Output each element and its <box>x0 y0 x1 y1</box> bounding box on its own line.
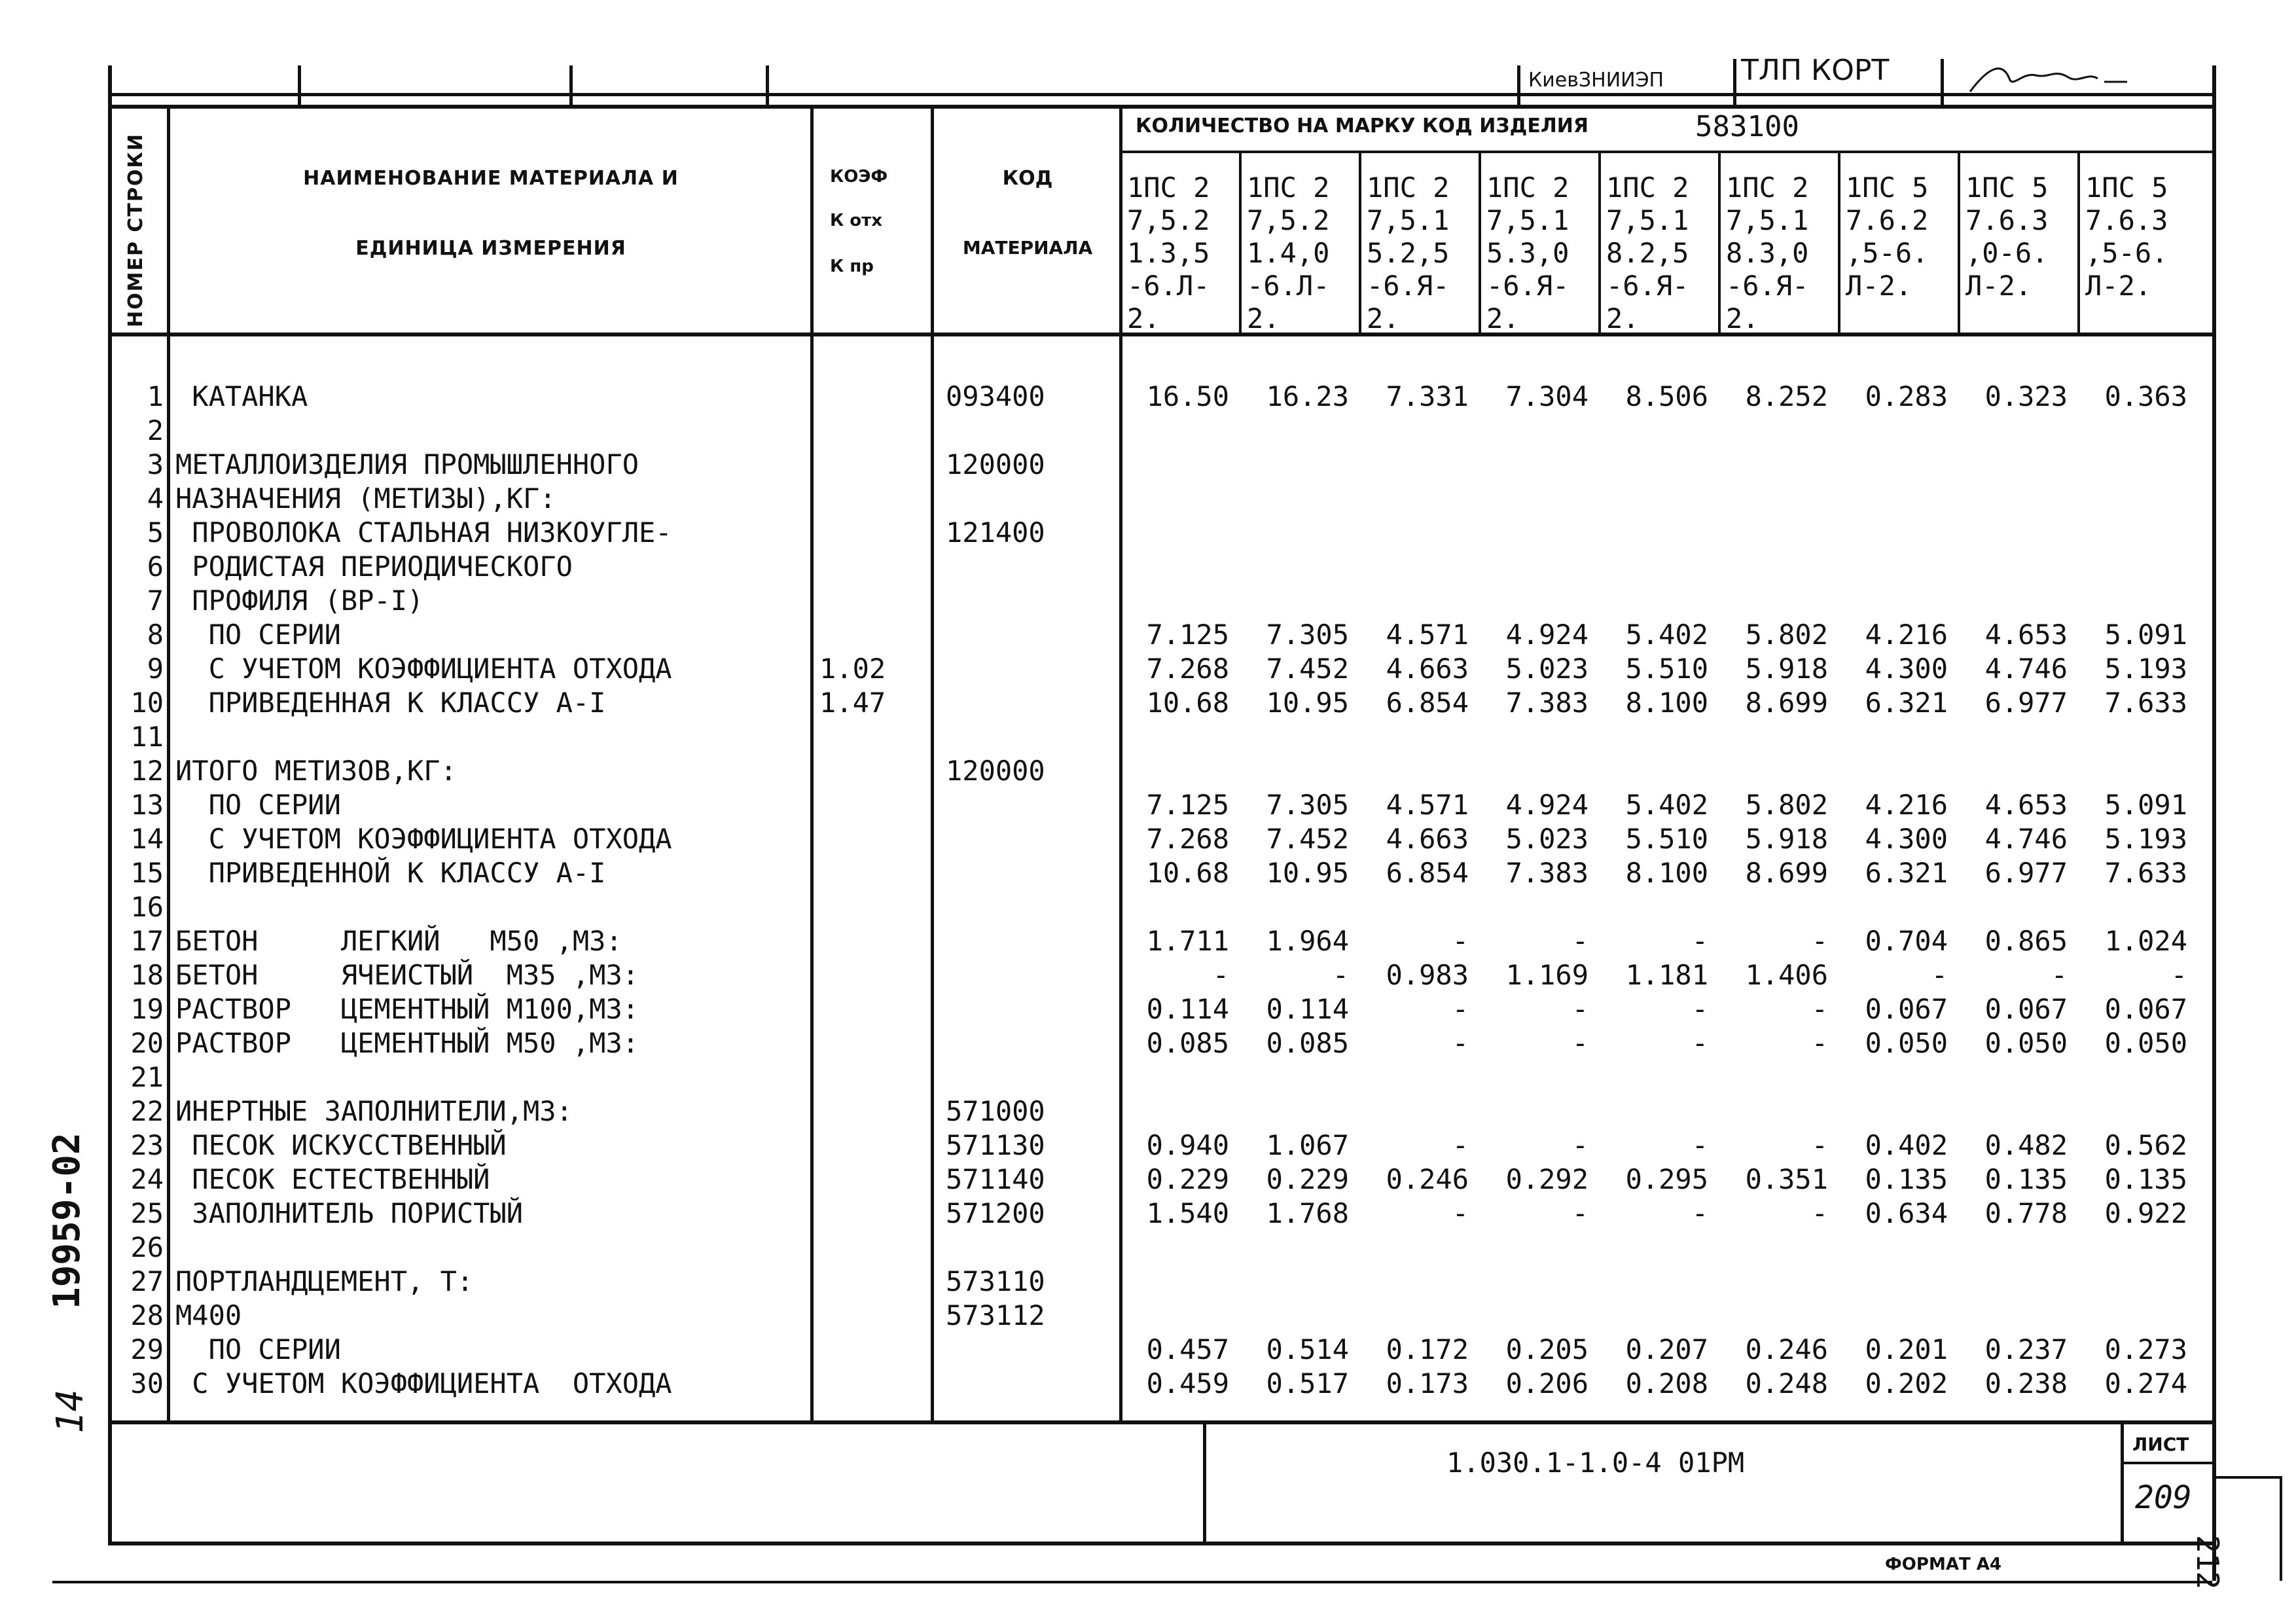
material-code: 121400 <box>946 516 1045 549</box>
quantity-value: - <box>1571 1129 1588 1161</box>
quantity-value: 1.181 <box>1625 959 1708 991</box>
table-row <box>0 924 2296 958</box>
quantity-value: 0.292 <box>1505 1163 1588 1195</box>
material-name: БЕТОН ЛЕГКИЙ М50 ,М3: <box>175 925 622 957</box>
table-row <box>0 1231 2296 1265</box>
quantity-value: 7.452 <box>1266 653 1349 685</box>
material-name: С УЧЕТОМ КОЭФФИЦИЕНТА ОТХОДА <box>175 653 672 685</box>
table-row <box>0 584 2296 618</box>
quantity-value: 7.125 <box>1146 619 1229 651</box>
quantity-value: 5.802 <box>1745 789 1828 821</box>
material-name-header-line2: ЕДИНИЦА ИЗМЕРЕНИЯ <box>355 237 626 260</box>
quantity-value: 7.383 <box>1505 687 1588 719</box>
quantity-value: 0.135 <box>1865 1163 1948 1195</box>
signature <box>1964 59 2140 98</box>
quantity-value: 4.653 <box>1984 619 2068 651</box>
archive-suffix: 14 <box>49 1389 92 1434</box>
material-table-body <box>0 380 2296 1414</box>
table-row <box>0 958 2296 992</box>
table-row <box>0 1128 2296 1163</box>
material-code: 573110 <box>946 1265 1045 1297</box>
quantity-value: - <box>1571 1197 1588 1229</box>
material-name: КАТАНКА <box>175 380 308 412</box>
table-row <box>0 618 2296 652</box>
row-number: 12 <box>130 755 164 787</box>
row-number: 15 <box>130 857 164 889</box>
quantity-value: 0.135 <box>1984 1163 2068 1195</box>
quantity-value: 7.125 <box>1146 789 1229 821</box>
organization-name: КиевЗНИИЭП <box>1528 69 1664 92</box>
quantity-value: 6.854 <box>1386 687 1469 719</box>
row-number: 21 <box>130 1061 164 1093</box>
mark-header: 1ПС 2 7,5.2 1.4,0 -6.Л- 2. <box>1247 171 1330 334</box>
quantity-value: - <box>1452 1027 1469 1059</box>
quantity-value: 0.067 <box>1865 993 1948 1025</box>
material-code: 571000 <box>946 1095 1045 1127</box>
quantity-value: - <box>1691 925 1708 957</box>
table-row <box>0 1094 2296 1128</box>
material-name: С УЧЕТОМ КОЭФФИЦИЕНТА ОТХОДА <box>175 823 672 855</box>
quantity-value: - <box>1571 1027 1588 1059</box>
quantity-value: 5.802 <box>1745 619 1828 651</box>
quantity-value: - <box>1811 925 1828 957</box>
quantity-value: - <box>1931 959 1948 991</box>
coef-header-line3: К пр <box>830 257 874 276</box>
table-row <box>0 380 2296 414</box>
document-code: 1.030.1-1.0-4 01РМ <box>1446 1447 1745 1479</box>
quantity-value: 0.135 <box>2104 1163 2187 1195</box>
material-name: МЕТАЛЛОИЗДЕЛИЯ ПРОМЫШЛЕННОГО <box>175 448 639 480</box>
coefficient: 1.02 <box>819 653 886 685</box>
row-number: 4 <box>147 482 164 514</box>
quantity-value: 7.452 <box>1266 823 1349 855</box>
quantity-value: 5.193 <box>2104 823 2187 855</box>
quantity-value: 4.663 <box>1386 653 1469 685</box>
quantity-value: 8.699 <box>1745 857 1828 889</box>
row-number: 17 <box>130 925 164 957</box>
table-row <box>0 516 2296 550</box>
material-code: 571140 <box>946 1163 1045 1195</box>
material-name: ПРИВЕДЕННОЙ К КЛАССУ А-I <box>175 857 606 889</box>
table-row <box>0 550 2296 584</box>
table-row <box>0 448 2296 482</box>
table-row <box>0 1060 2296 1094</box>
quantity-value: 0.237 <box>1984 1333 2068 1365</box>
quantity-value: 6.321 <box>1865 687 1948 719</box>
quantity-value: 5.510 <box>1625 823 1708 855</box>
table-row <box>0 856 2296 890</box>
quantity-value: 10.95 <box>1266 687 1349 719</box>
quantity-value: 4.746 <box>1984 823 2068 855</box>
quantity-value: - <box>1691 1197 1708 1229</box>
quantity-value: 0.922 <box>2104 1197 2187 1229</box>
quantity-value: 4.746 <box>1984 653 2068 685</box>
row-number: 14 <box>130 823 164 855</box>
quantity-value: - <box>1452 1197 1469 1229</box>
quantity-value: 4.924 <box>1505 789 1588 821</box>
material-name: ЗАПОЛНИТЕЛЬ ПОРИСТЫЙ <box>175 1197 524 1229</box>
table-row <box>0 1367 2296 1401</box>
quantity-value: 0.562 <box>2104 1129 2187 1161</box>
quantity-value: - <box>1691 1027 1708 1059</box>
material-code: 571130 <box>946 1129 1045 1161</box>
page-number: 212 <box>2190 1535 2225 1590</box>
quantity-value: 0.207 <box>1625 1333 1708 1365</box>
table-row <box>0 482 2296 516</box>
mark-header: 1ПС 2 7,5.1 5.3,0 -6.Я- 2. <box>1486 171 1570 334</box>
row-number: 22 <box>130 1095 164 1127</box>
row-number: 16 <box>130 891 164 923</box>
quantity-value: 0.634 <box>1865 1197 1948 1229</box>
coefficient: 1.47 <box>819 687 886 719</box>
quantity-value: 0.323 <box>1984 380 2068 412</box>
quantity-value: 1.768 <box>1266 1197 1349 1229</box>
table-row <box>0 890 2296 924</box>
quantity-value: 0.202 <box>1865 1367 1948 1399</box>
material-name: ПРОВОЛОКА СТАЛЬНАЯ НИЗКОУГЛЕ- <box>175 516 672 549</box>
material-code: 093400 <box>946 380 1045 412</box>
code-header-line2: МАТЕРИАЛА <box>962 237 1093 259</box>
quantity-value: 0.114 <box>1266 993 1349 1025</box>
quantity-value: 0.248 <box>1745 1367 1828 1399</box>
quantity-value: 5.091 <box>2104 789 2187 821</box>
quantity-value: 0.274 <box>2104 1367 2187 1399</box>
row-number: 3 <box>147 448 164 480</box>
quantity-value: 1.540 <box>1146 1197 1229 1229</box>
quantity-value: - <box>1452 1129 1469 1161</box>
material-code: 120000 <box>946 755 1045 787</box>
code-header-line1: КОД <box>1002 167 1053 190</box>
quantity-value: 8.252 <box>1745 380 1828 412</box>
material-name: РАСТВОР ЦЕМЕНТНЫЙ М50 ,М3: <box>175 1027 639 1059</box>
quantity-value: 7.305 <box>1266 789 1349 821</box>
material-name: ПЕСОК ЕСТЕСТВЕННЫЙ <box>175 1163 490 1195</box>
quantity-value: 4.653 <box>1984 789 2068 821</box>
row-number-header: НОМЕР СТРОКИ <box>124 133 147 327</box>
table-row <box>0 1197 2296 1231</box>
quantity-value: 0.114 <box>1146 993 1229 1025</box>
quantity-value: 5.023 <box>1505 653 1588 685</box>
material-name: БЕТОН ЯЧЕИСТЫЙ М35 ,М3: <box>175 959 639 991</box>
quantity-value: 0.517 <box>1266 1367 1349 1399</box>
quantity-value: - <box>1452 993 1469 1025</box>
quantity-value: 7.268 <box>1146 653 1229 685</box>
quantity-value: - <box>1332 959 1349 991</box>
quantity-value: 6.977 <box>1984 687 2068 719</box>
table-row <box>0 652 2296 686</box>
row-number: 8 <box>147 619 164 651</box>
quantity-value: 7.305 <box>1266 619 1349 651</box>
quantity-value: 4.571 <box>1386 789 1469 821</box>
product-code: 583100 <box>1695 110 1799 143</box>
quantity-value: 5.023 <box>1505 823 1588 855</box>
mark-header: 1ПС 2 7,5.1 8.3,0 -6.Я- 2. <box>1726 171 1809 334</box>
quantity-value: 7.304 <box>1505 380 1588 412</box>
quantity-value: 0.940 <box>1146 1129 1229 1161</box>
quantity-value: 0.865 <box>1984 925 2068 957</box>
quantity-value: 10.95 <box>1266 857 1349 889</box>
quantity-value: 5.918 <box>1745 653 1828 685</box>
quantity-value: 7.383 <box>1505 857 1588 889</box>
quantity-value: - <box>1452 925 1469 957</box>
quantity-value: 4.300 <box>1865 653 1948 685</box>
quantity-value: 0.067 <box>2104 993 2187 1025</box>
table-row <box>0 720 2296 754</box>
sheet-number: 209 <box>2135 1479 2192 1516</box>
quantity-value: 0.050 <box>2104 1027 2187 1059</box>
row-number: 7 <box>147 585 164 617</box>
coef-header-line1: КОЭФ <box>830 167 888 187</box>
mark-header: 1ПС 2 7,5.2 1.3,5 -6.Л- 2. <box>1127 171 1210 334</box>
material-name: ИНЕРТНЫЕ ЗАПОЛНИТЕЛИ,М3: <box>175 1095 573 1127</box>
quantity-value: 5.091 <box>2104 619 2187 651</box>
quantity-value: 5.402 <box>1625 619 1708 651</box>
quantity-value: 0.206 <box>1505 1367 1588 1399</box>
row-number: 30 <box>130 1367 164 1399</box>
quantity-value: 0.205 <box>1505 1333 1588 1365</box>
quantity-value: 8.100 <box>1625 857 1708 889</box>
table-row <box>0 414 2296 448</box>
row-number: 2 <box>147 414 164 446</box>
quantity-value: 5.918 <box>1745 823 1828 855</box>
mark-header: 1ПС 5 7.6.3 ,5-6. Л-2. <box>2085 171 2168 302</box>
quantity-value: 0.295 <box>1625 1163 1708 1195</box>
quantity-value: 5.510 <box>1625 653 1708 685</box>
material-name: С УЧЕТОМ КОЭФФИЦИЕНТА ОТХОДА <box>175 1367 672 1399</box>
quantity-value: 1.406 <box>1745 959 1828 991</box>
quantity-value: 0.246 <box>1386 1163 1469 1195</box>
quantity-value: 0.482 <box>1984 1129 2068 1161</box>
material-name: ПО СЕРИИ <box>175 619 341 651</box>
material-name: ИТОГО МЕТИЗОВ,КГ: <box>175 755 457 787</box>
quantity-value: 0.351 <box>1745 1163 1828 1195</box>
quantity-value: 5.193 <box>2104 653 2187 685</box>
quantity-value: 0.229 <box>1266 1163 1349 1195</box>
quantity-value: 6.977 <box>1984 857 2068 889</box>
quantity-header: КОЛИЧЕСТВО НА МАРКУ КОД ИЗДЕЛИЯ <box>1136 115 1588 137</box>
quantity-value: 1.964 <box>1266 925 1349 957</box>
quantity-value: - <box>2051 959 2068 991</box>
quantity-value: 10.68 <box>1146 687 1229 719</box>
row-number: 1 <box>147 380 164 412</box>
quantity-value: 0.273 <box>2104 1333 2187 1365</box>
quantity-value: 0.050 <box>1865 1027 1948 1059</box>
quantity-value: 8.699 <box>1745 687 1828 719</box>
quantity-value: 6.321 <box>1865 857 1948 889</box>
row-number: 27 <box>130 1265 164 1297</box>
row-number: 18 <box>130 959 164 991</box>
project-stamp: ТЛП КОРТ <box>1741 54 1890 87</box>
quantity-value: 0.172 <box>1386 1333 1469 1365</box>
quantity-value: 7.633 <box>2104 687 2187 719</box>
table-row <box>0 1265 2296 1299</box>
quantity-value: - <box>1811 993 1828 1025</box>
quantity-value: - <box>1811 1027 1828 1059</box>
quantity-value: 4.663 <box>1386 823 1469 855</box>
quantity-value: 16.50 <box>1146 380 1229 412</box>
material-name: ПРОФИЛЯ (ВР-I) <box>175 585 424 617</box>
row-number: 28 <box>130 1299 164 1331</box>
quantity-value: 1.024 <box>2104 925 2187 957</box>
row-number: 20 <box>130 1027 164 1059</box>
quantity-value: - <box>1691 1129 1708 1161</box>
material-name: РАСТВОР ЦЕМЕНТНЫЙ М100,М3: <box>175 993 639 1025</box>
row-number: 26 <box>130 1231 164 1263</box>
quantity-value: 7.268 <box>1146 823 1229 855</box>
quantity-value: 0.085 <box>1266 1027 1349 1059</box>
table-row <box>0 1026 2296 1060</box>
table-row <box>0 1163 2296 1197</box>
material-name: ПРИВЕДЕННАЯ К КЛАССУ А-I <box>175 687 606 719</box>
material-code: 120000 <box>946 448 1045 480</box>
quantity-value: 0.201 <box>1865 1333 1948 1365</box>
quantity-value: 8.100 <box>1625 687 1708 719</box>
quantity-value: 1.067 <box>1266 1129 1349 1161</box>
mark-header: 1ПС 5 7.6.3 ,0-6. Л-2. <box>1965 171 2049 302</box>
material-code: 571200 <box>946 1197 1045 1229</box>
quantity-value: 0.704 <box>1865 925 1948 957</box>
material-name-header-line1: НАИМЕНОВАНИЕ МАТЕРИАЛА И <box>303 167 679 190</box>
quantity-value: 0.246 <box>1745 1333 1828 1365</box>
quantity-value: 0.050 <box>1984 1027 2068 1059</box>
row-number: 23 <box>130 1129 164 1161</box>
quantity-value: 6.854 <box>1386 857 1469 889</box>
quantity-value: 1.169 <box>1505 959 1588 991</box>
material-name: М400 <box>175 1299 242 1331</box>
quantity-value: - <box>1212 959 1229 991</box>
row-number: 10 <box>130 687 164 719</box>
quantity-value: 0.363 <box>2104 380 2187 412</box>
table-row <box>0 1333 2296 1367</box>
material-name: ПО СЕРИИ <box>175 789 341 821</box>
quantity-value: - <box>1691 993 1708 1025</box>
quantity-value: 0.067 <box>1984 993 2068 1025</box>
table-row <box>0 992 2296 1026</box>
quantity-value: 0.402 <box>1865 1129 1948 1161</box>
quantity-value: 0.514 <box>1266 1333 1349 1365</box>
quantity-value: - <box>1811 1129 1828 1161</box>
quantity-value: 8.506 <box>1625 380 1708 412</box>
material-code: 573112 <box>946 1299 1045 1331</box>
quantity-value: 4.300 <box>1865 823 1948 855</box>
quantity-value: 7.633 <box>2104 857 2187 889</box>
quantity-value: 0.238 <box>1984 1367 2068 1399</box>
quantity-value: 4.924 <box>1505 619 1588 651</box>
quantity-value: 4.571 <box>1386 619 1469 651</box>
quantity-value: 5.402 <box>1625 789 1708 821</box>
quantity-value: 16.23 <box>1266 380 1349 412</box>
quantity-value: 0.173 <box>1386 1367 1469 1399</box>
archive-number: 19959-02 <box>46 1132 88 1309</box>
quantity-value: 4.216 <box>1865 619 1948 651</box>
table-row <box>0 686 2296 720</box>
quantity-value: - <box>1571 993 1588 1025</box>
quantity-value: 0.229 <box>1146 1163 1229 1195</box>
quantity-value: 0.283 <box>1865 380 1948 412</box>
quantity-value: - <box>1571 925 1588 957</box>
quantity-value: 4.216 <box>1865 789 1948 821</box>
table-row <box>0 754 2296 788</box>
coef-header-line2: К отх <box>830 211 883 230</box>
quantity-value: - <box>2170 959 2187 991</box>
row-number: 5 <box>147 516 164 549</box>
row-number: 19 <box>130 993 164 1025</box>
sheet-label: ЛИСТ <box>2132 1434 2189 1455</box>
quantity-value: 0.085 <box>1146 1027 1229 1059</box>
quantity-value: 10.68 <box>1146 857 1229 889</box>
material-name: ПО СЕРИИ <box>175 1333 341 1365</box>
table-row <box>0 1299 2296 1333</box>
row-number: 9 <box>147 653 164 685</box>
row-number: 25 <box>130 1197 164 1229</box>
quantity-value: 0.459 <box>1146 1367 1229 1399</box>
quantity-value: 0.778 <box>1984 1197 2068 1229</box>
material-name: РОДИСТАЯ ПЕРИОДИЧЕСКОГО <box>175 550 573 583</box>
row-number: 11 <box>130 721 164 753</box>
mark-header: 1ПС 2 7,5.1 5.2,5 -6.Я- 2. <box>1367 171 1450 334</box>
row-number: 29 <box>130 1333 164 1365</box>
mark-header: 1ПС 5 7.6.2 ,5-6. Л-2. <box>1846 171 1929 302</box>
quantity-value: 7.331 <box>1386 380 1469 412</box>
material-name: ПОРТЛАНДЦЕМЕНТ, Т: <box>175 1265 474 1297</box>
table-row <box>0 822 2296 856</box>
quantity-value: 0.208 <box>1625 1367 1708 1399</box>
material-name: НАЗНАЧЕНИЯ (МЕТИЗЫ),КГ: <box>175 482 556 514</box>
quantity-value: - <box>1811 1197 1828 1229</box>
row-number: 6 <box>147 550 164 583</box>
material-name: ПЕСОК ИСКУССТВЕННЫЙ <box>175 1129 507 1161</box>
quantity-value: 0.457 <box>1146 1333 1229 1365</box>
quantity-value: 0.983 <box>1386 959 1469 991</box>
mark-header: 1ПС 2 7,5.1 8.2,5 -6.Я- 2. <box>1606 171 1689 334</box>
quantity-value: 1.711 <box>1146 925 1229 957</box>
table-row <box>0 788 2296 822</box>
row-number: 13 <box>130 789 164 821</box>
row-number: 24 <box>130 1163 164 1195</box>
format-label: ФОРМАТ А4 <box>1885 1555 2001 1574</box>
